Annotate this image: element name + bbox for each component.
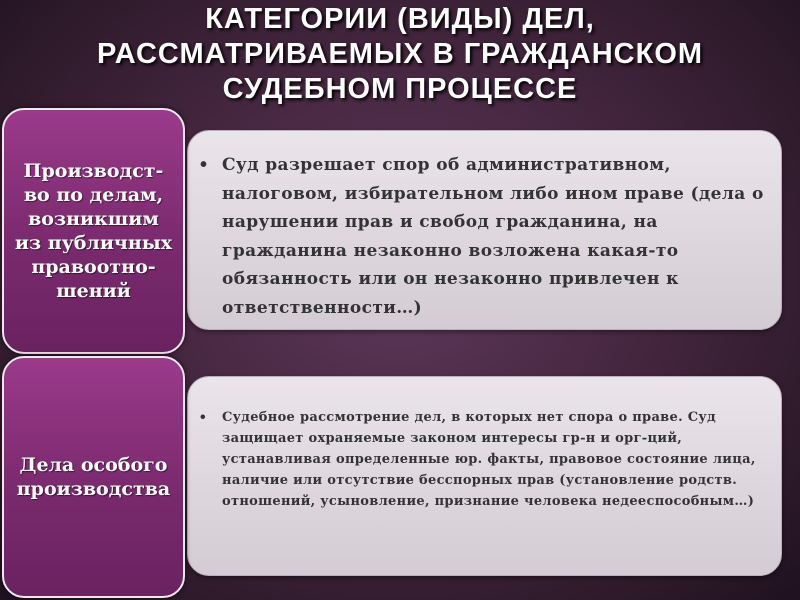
category-label: Производст- во по делам, возникшим из публичных правоотно- шений <box>14 160 173 302</box>
bullet-item <box>200 407 767 512</box>
category-description-box <box>187 376 782 576</box>
category-description-box <box>187 130 782 330</box>
title-line-1: КАТЕГОРИИ (ВИДЫ) ДЕЛ, <box>205 3 595 35</box>
bullet-icon: • <box>200 154 208 176</box>
category-label-box <box>2 356 185 598</box>
slide-title <box>40 2 760 107</box>
category-label: Дела особого производства <box>16 454 171 500</box>
category-row-special-proceedings <box>0 356 800 598</box>
category-label-box <box>2 108 185 354</box>
category-description: Судебное рассмотрение дел, в которых нет спора о праве. Суд защищает охраняемые законом интересы гр-н и орг-ций, устанавливая определенные юр. факты, правовое состояние лица, наличие или отсутствие бесспорных прав (установление родств. отношений, усыновление, признание человека недееспособным…) <box>222 410 756 509</box>
title-line-2: РАССМАТРИВАЕМЫХ В ГРАЖДАНСКОМ <box>96 38 704 70</box>
category-row-public-law <box>0 108 800 354</box>
title-line-3: СУДЕБНОМ ПРОЦЕССЕ <box>222 73 578 105</box>
bullet-icon: • <box>200 409 206 426</box>
bullet-item <box>200 151 767 322</box>
category-description: Суд разрешает спор об административном, налоговом, избирательном либо ином праве (дела о нарушении прав и свобод гражданина, на гражданина незаконно возложена какая-то обязанность или он незаконно привлечен к ответственности…) <box>222 155 764 318</box>
